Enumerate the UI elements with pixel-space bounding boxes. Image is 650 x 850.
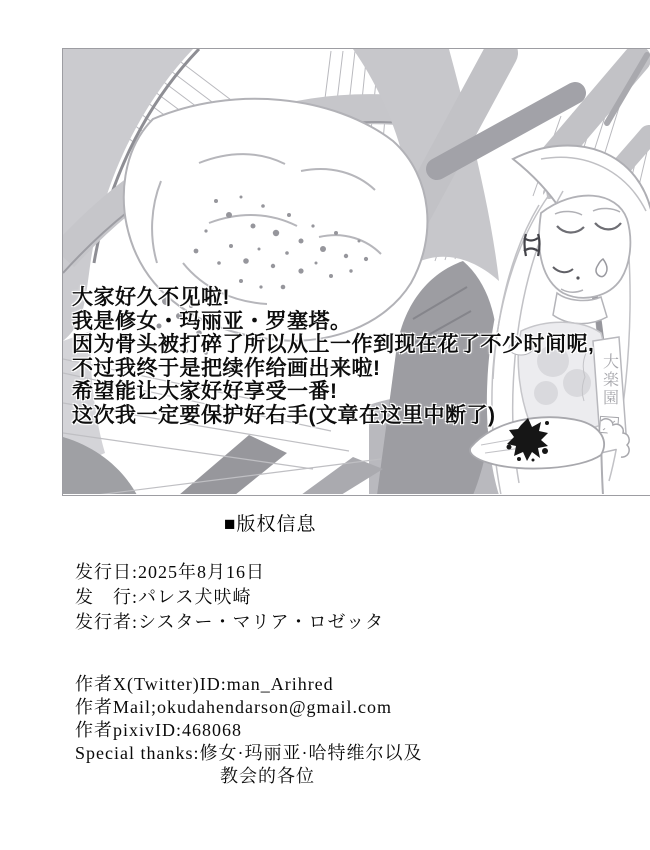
author-line: Special thanks:修女·玛丽亚·哈特维尔以及 (75, 743, 423, 763)
mole (576, 276, 579, 279)
publication-line: 发行者:シスター・マリア・ロゼッタ (75, 612, 385, 632)
manga-illustration (63, 49, 650, 494)
sign-vertical-text: 大楽園 (600, 353, 618, 407)
overlay-line: 这次我一定要保护好右手(文章在这里中断了) (72, 403, 496, 427)
overlay-line: 不过我终于是把续作给画出来啦! (72, 356, 381, 380)
author-line: 作者pixivID:468068 (75, 720, 242, 740)
author-info (75, 673, 422, 788)
publication-info (75, 560, 384, 635)
overlay-line: 我是修女・玛丽亚・罗塞塔。 (72, 309, 352, 333)
overlay-message (72, 286, 594, 427)
publication-line: 发 行:パレス犬吠崎 (75, 587, 252, 607)
author-line: 教会的各位 (220, 766, 315, 786)
illustration-frame (62, 48, 650, 496)
overlay-line: 因为骨头被打碎了所以从上一作到现在花了不少时间呢, (72, 333, 595, 356)
copyright-section-title: ■版权信息 (224, 514, 317, 535)
overlay-line: 大家好久不见啦! (72, 286, 230, 309)
overlay-line: 希望能让大家好好享受一番! (72, 380, 338, 403)
publication-line: 发行日:2025年8月16日 (75, 562, 266, 582)
author-line: 作者Mail;okudahendarson@gmail.com (75, 697, 393, 717)
author-line: 作者X(Twitter)ID:man_Arihred (75, 674, 334, 694)
